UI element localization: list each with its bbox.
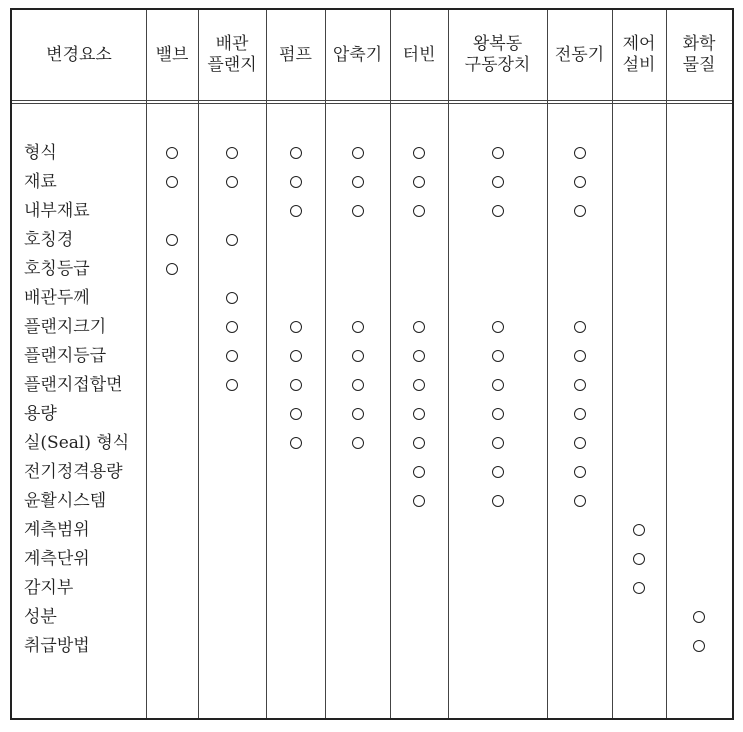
header-compressor	[325, 10, 390, 100]
applicable-mark	[574, 466, 586, 478]
applicable-mark	[226, 321, 238, 333]
column-divider	[325, 10, 326, 718]
row-label: 재료	[24, 171, 57, 192]
applicable-mark	[413, 205, 425, 217]
applicable-mark	[633, 524, 645, 536]
row-label: 취급방법	[24, 635, 90, 656]
row-label: 용량	[24, 403, 57, 424]
applicable-mark	[352, 321, 364, 333]
applicable-mark	[166, 234, 178, 246]
header-chemical	[666, 10, 732, 100]
applicable-mark	[574, 147, 586, 159]
applicable-mark	[166, 147, 178, 159]
header-turbine	[390, 10, 448, 100]
header-label: 변경요소	[46, 44, 112, 65]
applicable-mark	[574, 176, 586, 188]
applicable-mark	[492, 379, 504, 391]
row-label: 플랜지접합면	[24, 374, 123, 395]
applicable-mark	[574, 495, 586, 507]
applicable-mark	[413, 147, 425, 159]
header-label: 구동장치	[464, 55, 531, 75]
applicable-mark	[574, 205, 586, 217]
applicable-mark	[166, 263, 178, 275]
applicable-mark	[492, 495, 504, 507]
applicable-mark	[352, 350, 364, 362]
applicable-mark	[226, 379, 238, 391]
header-motor	[547, 10, 612, 100]
row-label: 호칭등급	[24, 258, 90, 279]
applicable-mark	[166, 176, 178, 188]
header-divider	[12, 100, 732, 101]
header-label: 왕복동	[472, 34, 523, 54]
header-label: 전동기	[554, 44, 605, 65]
applicable-mark	[290, 176, 302, 188]
row-label: 호칭경	[24, 229, 74, 250]
header-pump	[266, 10, 325, 100]
applicable-mark	[693, 640, 705, 652]
column-divider	[666, 10, 667, 718]
applicable-mark	[413, 176, 425, 188]
applicable-mark	[290, 321, 302, 333]
row-label: 계측단위	[24, 548, 90, 569]
applicable-mark	[492, 321, 504, 333]
header-divider	[12, 103, 732, 104]
applicable-mark	[413, 408, 425, 420]
applicable-mark	[413, 466, 425, 478]
applicable-mark	[693, 611, 705, 623]
applicable-mark	[413, 437, 425, 449]
applicable-mark	[574, 321, 586, 333]
applicable-mark	[290, 408, 302, 420]
applicable-mark	[226, 176, 238, 188]
applicable-mark	[290, 437, 302, 449]
header-label: 펌프	[279, 44, 312, 65]
row-label: 전기정격용량	[24, 461, 123, 482]
column-divider	[390, 10, 391, 718]
applicable-mark	[226, 350, 238, 362]
applicable-mark	[492, 350, 504, 362]
row-label: 성분	[24, 606, 57, 627]
applicable-mark	[290, 350, 302, 362]
applicable-mark	[574, 350, 586, 362]
header-label: 터빈	[402, 44, 436, 65]
applicable-mark	[574, 408, 586, 420]
applicable-mark	[492, 147, 504, 159]
applicable-mark	[352, 147, 364, 159]
applicable-mark	[492, 176, 504, 188]
column-divider	[612, 10, 613, 718]
applicable-mark	[352, 205, 364, 217]
header-label: 플랜지	[207, 55, 257, 75]
header-valve	[146, 10, 198, 100]
applicable-mark	[492, 466, 504, 478]
applicable-mark	[352, 408, 364, 420]
header-label: 배관	[215, 34, 249, 54]
column-divider	[146, 10, 147, 718]
row-label: 계측범위	[24, 519, 90, 540]
row-label: 형식	[24, 142, 57, 163]
row-label: 감지부	[24, 577, 74, 598]
applicable-mark	[290, 205, 302, 217]
header-pipe-flange	[198, 10, 266, 100]
applicable-mark	[574, 437, 586, 449]
applicable-mark	[352, 437, 364, 449]
header-label: 물질	[682, 55, 716, 75]
row-label: 배관두께	[24, 287, 90, 308]
column-divider	[547, 10, 548, 718]
row-label: 내부재료	[24, 200, 90, 221]
row-label: 플랜지등급	[24, 345, 107, 366]
header-element	[12, 10, 146, 100]
applicable-mark	[413, 379, 425, 391]
applicable-mark	[413, 350, 425, 362]
applicable-mark	[574, 379, 586, 391]
row-label: 플랜지크기	[24, 316, 107, 337]
applicable-mark	[633, 553, 645, 565]
header-label: 화학	[682, 34, 716, 54]
row-label: 윤활시스템	[24, 490, 107, 511]
change-elements-table	[10, 8, 734, 720]
column-divider	[448, 10, 449, 718]
header-control-equipment	[612, 10, 666, 100]
applicable-mark	[492, 205, 504, 217]
applicable-mark	[226, 147, 238, 159]
row-label: 실(Seal) 형식	[24, 432, 130, 453]
applicable-mark	[413, 495, 425, 507]
applicable-mark	[492, 408, 504, 420]
applicable-mark	[290, 379, 302, 391]
applicable-mark	[492, 437, 504, 449]
applicable-mark	[226, 234, 238, 246]
header-label: 압축기	[332, 44, 383, 65]
applicable-mark	[352, 176, 364, 188]
header-label: 설비	[622, 55, 656, 75]
applicable-mark	[352, 379, 364, 391]
column-divider	[266, 10, 267, 718]
applicable-mark	[413, 321, 425, 333]
header-label: 밸브	[155, 44, 189, 65]
applicable-mark	[633, 582, 645, 594]
header-reciprocating-drive	[448, 10, 547, 100]
applicable-mark	[290, 147, 302, 159]
column-divider	[198, 10, 199, 718]
applicable-mark	[226, 292, 238, 304]
header-label: 제어	[622, 34, 656, 54]
